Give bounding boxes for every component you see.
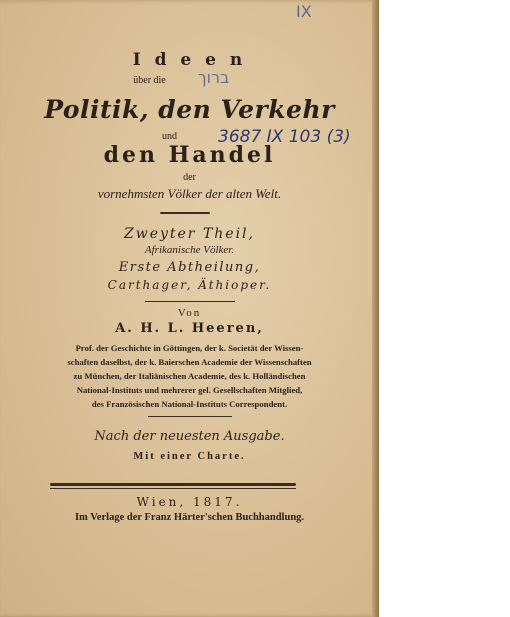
edition-note: Nach der neuesten Ausgabe. bbox=[94, 429, 285, 444]
handwritten-crossed-note: ברוך bbox=[198, 68, 230, 87]
author-title-line: zu München, der Italiänischen Academie, des k. Holländischen bbox=[73, 371, 306, 381]
title-ideen: I d e e n bbox=[132, 50, 247, 70]
title-politik: Politik, den Verkehr bbox=[44, 95, 335, 124]
author-title-line: schaften daselbst, der k. Baierschen Academie der Wissenschaften bbox=[67, 357, 312, 367]
divider-rule-1 bbox=[145, 301, 235, 302]
part-number: Zweyter Theil, bbox=[123, 226, 255, 242]
title-und: und bbox=[162, 131, 177, 142]
author-title-line: National-Instituts und mehrerer gel. Gesellschaften Mitglied, bbox=[76, 385, 303, 395]
double-rule-top bbox=[50, 483, 296, 486]
double-rule-bottom bbox=[50, 488, 296, 489]
imprint-publisher: Im Verlage der Franz Härter'schen Buchhandlung. bbox=[74, 512, 305, 523]
part-peoples: Carthager, Äthioper. bbox=[107, 278, 272, 292]
divider-rule-2 bbox=[148, 416, 232, 417]
part-subject: Afrikanische Völker. bbox=[144, 244, 235, 256]
shelfmark: 3687 IX 103 (3) bbox=[218, 127, 351, 147]
author-title-line: des Französischen National-Instituts Correspondent. bbox=[91, 399, 288, 409]
ornament-rule bbox=[160, 212, 210, 214]
title-subtitle: vornehmsten Völker der alten Welt. bbox=[97, 186, 282, 201]
title-handel: den Handel bbox=[103, 142, 276, 168]
author-name: A. H. L. Heeren, bbox=[115, 321, 264, 336]
imprint-place-year: Wien, 1817. bbox=[136, 495, 243, 509]
title-ueber-die: über die bbox=[133, 75, 166, 86]
author-title-line: Prof. der Geschichte in Göttingen, der k. Societät der Wissen- bbox=[75, 343, 304, 353]
handwritten-top-mark: IX bbox=[296, 2, 312, 21]
part-division: Erste Abtheilung, bbox=[118, 260, 261, 275]
title-der: der bbox=[183, 172, 196, 183]
author-by: Von bbox=[177, 307, 202, 319]
map-note: Mit einer Charte. bbox=[133, 451, 246, 462]
